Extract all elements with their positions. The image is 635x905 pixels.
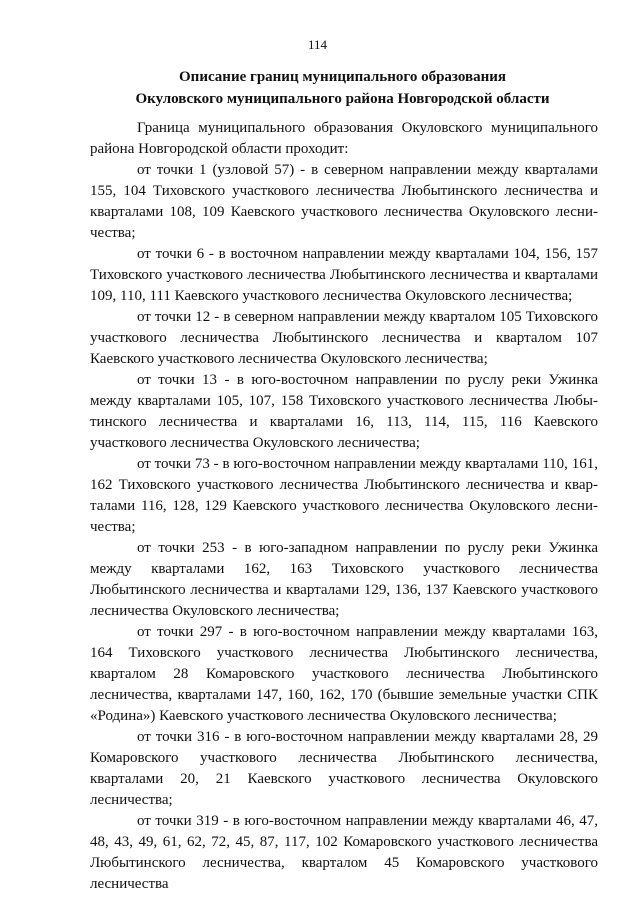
paragraph-intro: Граница муниципального образования Окуловского муниципального района Новгородской области проходит: (90, 120, 598, 157)
paragraph-point-297: от точки 297 - в юго-восточном направлении между кварталами 163, 164 Тиховского участкового лесничества Любытинского лесничества, кварталом 28 Комаровского участкового лесничества Любытинского лесничества, кварталами 147, 160, 162, 170 (бывшие земельные участки СПК «Родина») Каевского участкового лесничества Окуловского лесничества; (90, 624, 598, 724)
title-line-2: Окуловского муниципального района Новгородской области (135, 91, 550, 107)
paragraph-point-319: от точки 319 - в юго-восточном направлении между кварталами 46, 47, 48, 43, 49, 61, 62, 72, 45, 87, 117, 102 Комаровского участкового лесничества Любытинского лесничества, кварталом 45 Комаровского участкового лесничества (90, 813, 598, 892)
paragraph-point-13: от точки 13 - в юго-восточном направлении по руслу реки Ужинка между кварталами 105, 107, 158 Тиховского участкового лесничества Любытинского лесничества и кварталами 16, 113, 114, 115, 116 Каевского участкового лесничества Окуловского лесничества; (90, 372, 598, 451)
document-body (90, 118, 598, 895)
paragraph-point-253: от точки 253 - в юго-западном направлении по руслу реки Ужинка между кварталами 162, 163 Тиховского участкового лесничества Любытинского лесничества и кварталами 129, 136, 137 Каевского участкового лесничества Окуловского лесничества; (90, 540, 598, 619)
paragraph-point-6: от точки 6 - в восточном направлении между кварталами 104, 156, 157 Тиховского участкового лесничества Любытинского лесничества и кварталами 109, 110, 111 Каевского участкового лесничества Окуловского лесничества; (90, 246, 598, 304)
paragraph-point-73: от точки 73 - в юго-восточном направлении между кварталами 110, 161, 162 Тиховского участкового лесничества Любытинского лесничества и кварталами 116, 128, 129 Каевского участкового лесничества Окуловского лесничества; (90, 456, 598, 535)
document-title (90, 66, 595, 110)
title-line-1: Описание границ муниципального образования (179, 69, 506, 85)
paragraph-point-1: от точки 1 (узловой 57) - в северном направлении между кварталами 155, 104 Тиховского участкового лесничества Любытинского лесничества и кварталами 108, 109 Каевского участкового лесничества Окуловского лесничества; (90, 162, 598, 241)
page-number: 114 (307, 37, 328, 52)
paragraph-point-12: от точки 12 - в северном направлении между кварталом 105 Тиховского участкового лесничества Любытинского лесничества и кварталом 107 Каевского участкового лесничества Окуловского лесничества; (90, 309, 598, 367)
paragraph-point-316: от точки 316 - в юго-восточном направлении между кварталами 28, 29 Комаровского участкового лесничества Любытинского лесничества, кварталами 20, 21 Каевского участкового лесничества Окуловского лесничества; (90, 729, 598, 808)
